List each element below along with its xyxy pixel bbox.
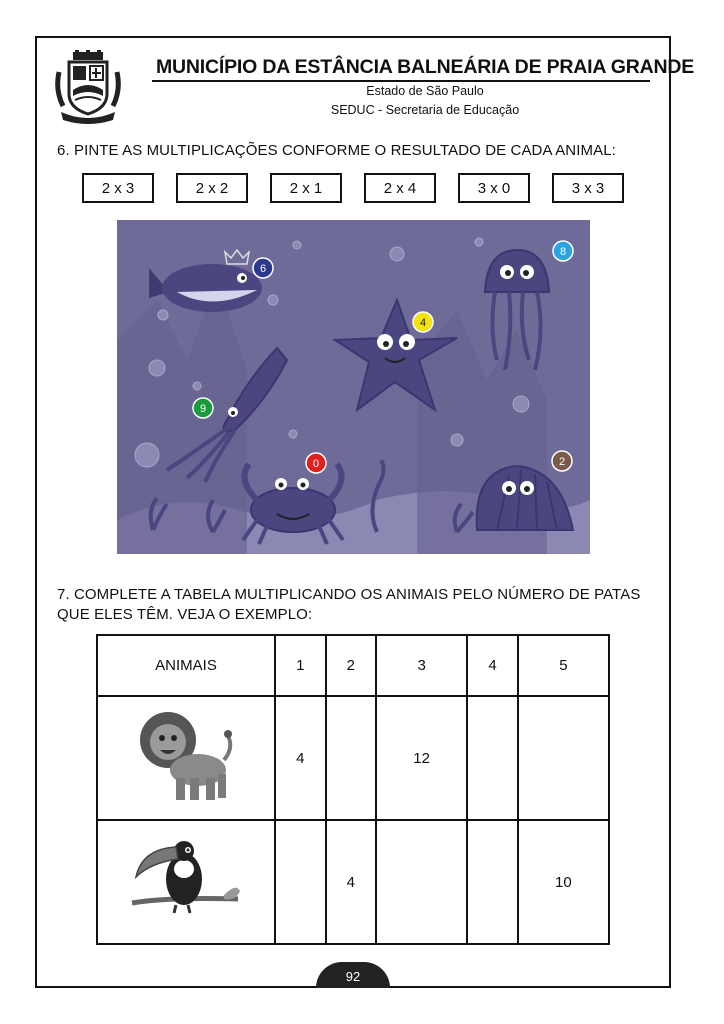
- multiplication-box[interactable]: 3 x 0: [458, 173, 530, 203]
- table-cell[interactable]: [518, 696, 609, 820]
- badge-label: 9: [199, 403, 207, 415]
- table-cell[interactable]: [275, 820, 326, 944]
- table-cell[interactable]: [467, 820, 518, 944]
- table-row: [97, 696, 609, 820]
- multiplication-box[interactable]: 2 x 2: [176, 173, 248, 203]
- multiplication-table: [96, 634, 610, 945]
- multiplication-box[interactable]: 3 x 3: [552, 173, 624, 203]
- badge-label: 8: [559, 246, 567, 258]
- header-cell: 4: [467, 635, 518, 696]
- header-cell: 2: [326, 635, 377, 696]
- page-number: 92: [316, 962, 390, 988]
- table-cell[interactable]: 10: [518, 820, 609, 944]
- title-underline: [152, 80, 650, 82]
- header-cell: ANIMAIS: [97, 635, 275, 696]
- animal-cell: [97, 820, 275, 944]
- sea-animals-illustration: [117, 220, 590, 554]
- toucan-icon: [128, 839, 244, 921]
- table-cell[interactable]: 4: [275, 696, 326, 820]
- table-cell[interactable]: [467, 696, 518, 820]
- multiplication-box[interactable]: 2 x 4: [364, 173, 436, 203]
- animal-cell: [97, 696, 275, 820]
- exercise-7-prompt-line-2: QUE ELES TÊM. VEJA O EXEMPLO:: [57, 606, 313, 623]
- state-subtitle: Estado de São Paulo: [366, 84, 484, 98]
- table-row: [97, 820, 609, 944]
- badge-label: 4: [419, 317, 427, 329]
- table-cell[interactable]: [376, 820, 467, 944]
- department-subtitle: SEDUC - Secretaria de Educação: [330, 103, 520, 117]
- table-header-row: [97, 635, 609, 696]
- multiplication-box[interactable]: 2 x 1: [270, 173, 342, 203]
- exercise-7-prompt-line-1: 7. COMPLETE A TABELA MULTIPLICANDO OS ANIMAIS PELO NÚMERO DE PATAS: [57, 586, 641, 603]
- municipality-title: MUNICÍPIO DA ESTÂNCIA BALNEÁRIA DE PRAIA GRANDE: [156, 56, 695, 78]
- multiplication-box[interactable]: 2 x 3: [82, 173, 154, 203]
- municipal-crest-icon: [55, 50, 121, 124]
- header-cell: 5: [518, 635, 609, 696]
- badge-label: 0: [312, 458, 320, 470]
- header-cell: 3: [376, 635, 467, 696]
- header-cell: 1: [275, 635, 326, 696]
- lion-icon: [136, 708, 236, 804]
- table-cell[interactable]: [326, 696, 377, 820]
- badge-label: 6: [259, 263, 267, 275]
- table-cell[interactable]: 12: [376, 696, 467, 820]
- table-cell[interactable]: 4: [326, 820, 377, 944]
- exercise-6-prompt: 6. PINTE AS MULTIPLICAÇÕES CONFORME O RESULTADO DE CADA ANIMAL:: [57, 142, 616, 159]
- badge-label: 2: [558, 456, 566, 468]
